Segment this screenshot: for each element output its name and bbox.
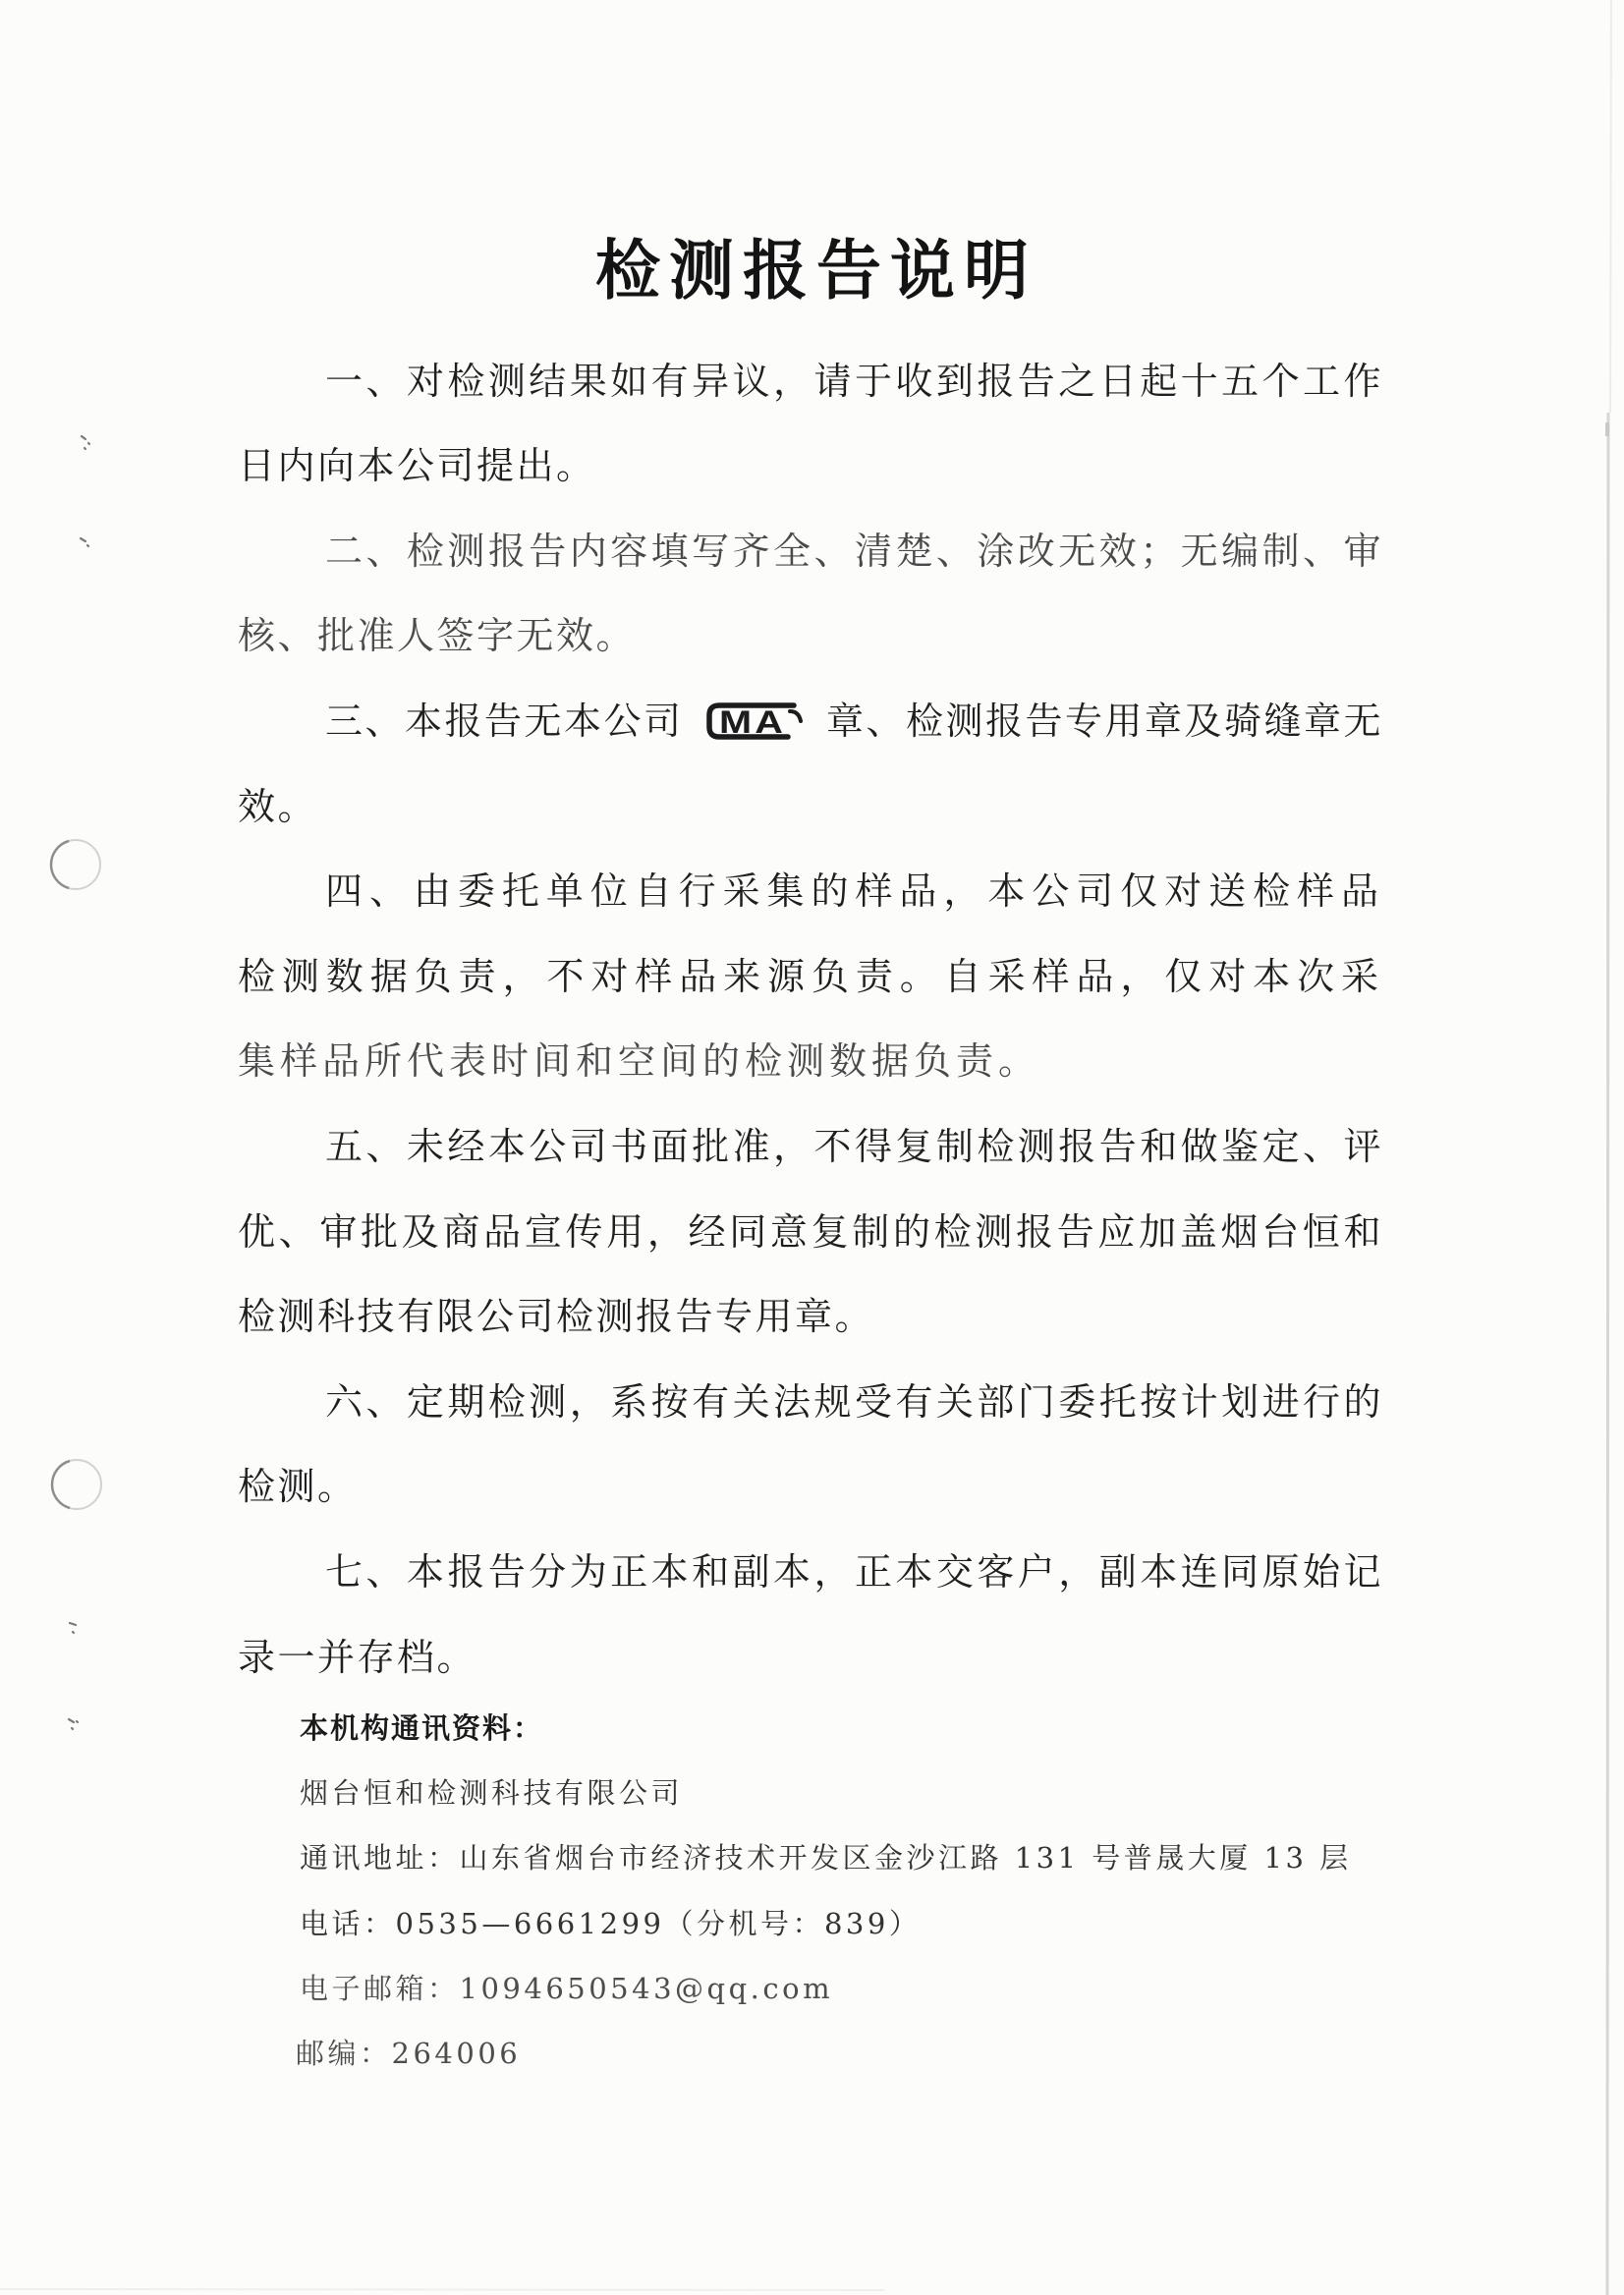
cma-mark-lettering: MA [719,704,787,741]
note-3-line-1 [238,679,1383,764]
contact-postcode-label: 邮编： [296,2036,392,2070]
note-5-line-1: 五、未经本公司书面批准，不得复制检测报告和做鉴定、评 [325,1125,1383,1169]
note-4-line-3: 集样品所代表时间和空间的检测数据负责。 [238,1039,1041,1084]
contact-heading: 本机构通讯资料： [300,1711,544,1745]
contact-company: 烟台恒和检测科技有限公司 [300,1776,684,1811]
contact-info [296,1696,1479,2086]
note-3-text-after-mark: 章、检测报告专用章及骑缝章无 [825,700,1383,744]
note-5 [238,1104,1383,1360]
contact-address [300,1825,1479,1890]
note-5-line-2: 优、审批及商品宣传用，经同意复制的检测报告应加盖烟台恒和 [238,1209,1383,1254]
note-1 [238,339,1383,509]
note-1-line-2: 日内向本公司提出。 [238,444,596,488]
contact-email-label: 电子邮箱： [300,1971,460,2005]
scan-speck-marks [69,436,89,1729]
note-3-text-before-mark: 三、本报告无本公司 [325,700,684,744]
binding-hole-bottom [52,1460,101,1509]
note-7-line-1: 七、本报告分为正本和副本，正本交客户，副本连同原始记 [325,1550,1383,1594]
note-4-line-1: 四、由委托单位自行采集的样品，本公司仅对送检样品 [325,869,1383,914]
note-4-line-2: 检测数据负责，不对样品来源负责。自采样品，仅对本次采 [238,954,1383,998]
notes-list [238,339,1383,1701]
binding-hole-top [51,840,100,889]
note-6-line-2: 检测。 [238,1465,358,1509]
contact-postcode [296,2021,1479,2086]
note-7 [238,1530,1383,1700]
contact-phone [300,1891,1479,1956]
note-6 [238,1360,1383,1530]
contact-phone-label: 电话： [300,1906,396,1940]
note-2-line-1: 二、检测报告内容填写齐全、清楚、涂改无效；无编制、审 [325,529,1383,573]
note-2 [238,509,1383,679]
page-title: 检测报告说明 [595,232,1037,308]
contact-address-value: 山东省烟台市经济技术开发区金沙江路 131 号普晟大厦 13 层 [459,1841,1352,1875]
contact-email [300,1956,1479,2021]
note-6-line-1: 六、定期检测，系按有关法规受有关部门委托按计划进行的 [325,1379,1383,1424]
note-5-line-3: 检测科技有限公司检测报告专用章。 [238,1295,875,1339]
note-2-line-2: 核、批准人签字无效。 [238,614,637,658]
note-4 [238,849,1383,1104]
note-7-line-2: 录一并存档。 [238,1635,477,1679]
note-1-line-1: 一、对检测结果如有异议，请于收到报告之日起十五个工作 [325,359,1383,403]
note-3-line-2: 效。 [238,784,318,828]
cma-mark-icon [705,700,804,743]
note-3 [238,679,1383,849]
contact-phone-value: 0535—6661299（分机号：839） [395,1906,922,1940]
contact-email-value: 1094650543@qq.com [459,1971,834,2005]
contact-address-label: 通讯地址： [300,1841,460,1875]
contact-postcode-value: 264006 [391,2036,522,2070]
